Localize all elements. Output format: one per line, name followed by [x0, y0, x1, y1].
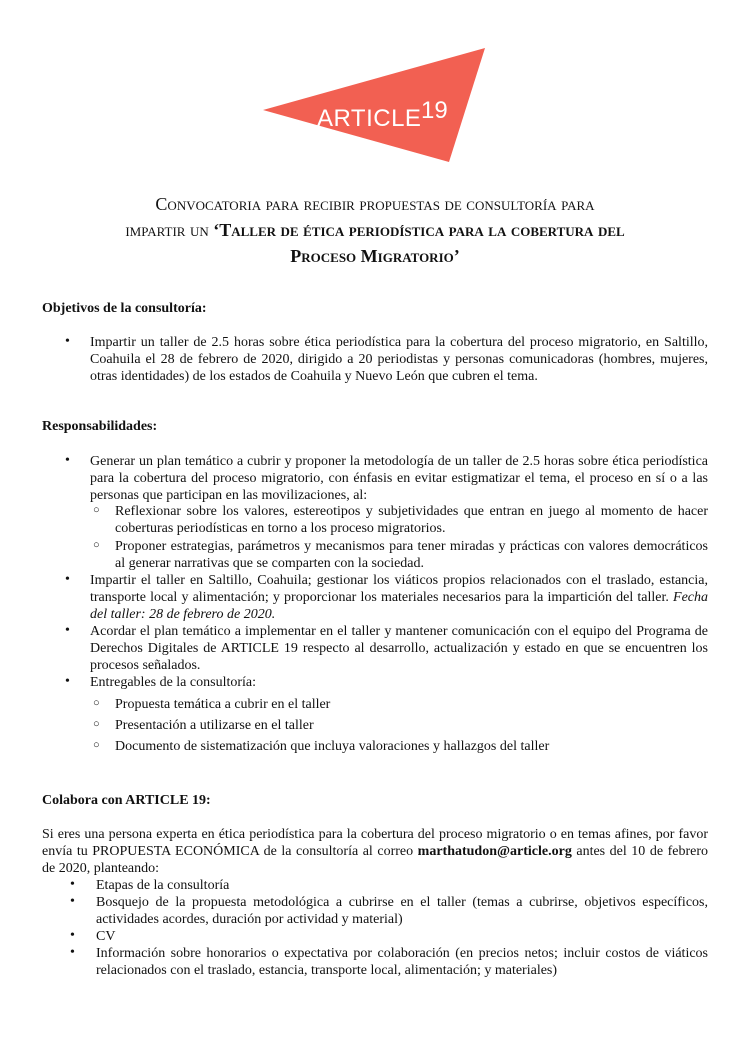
colabora-item-1: Etapas de la consultoría: [96, 878, 230, 893]
responsabilidades-heading: Responsabilidades:: [42, 419, 158, 434]
circle-bullet: ○: [93, 718, 100, 730]
circle-bullet: ○: [93, 697, 100, 709]
circle-bullet: ○: [93, 539, 100, 551]
colabora-intro: Si eres una persona experta en ética periodística para la cobertura del proceso migratorio o en temas afines, por favor envía tu PROPUESTA ECONÓMICA de la consultoría al correo marthatudon@article.org antes del 10 de febrero de 2020, planteando:: [42, 827, 708, 876]
responsabilidades-item-1: Generar un plan temático a cubrir y proponer la metodología de un taller de 2.5 horas sobre ética periodística para la cobertura del proceso migratorio, con énfasis en evitar estigmatizar el tema, el proceso en sí o a las personas que participan en las movilizaciones, al:: [90, 454, 708, 503]
responsabilidades-item-1-sub-1: Reflexionar sobre los valores, estereotipos y subjetividades que entran en juego al momento de hacer coberturas periodísticas en torno a los proceso migratorios.: [115, 504, 708, 536]
responsabilidades-item-1-sub-2: Proponer estrategias, parámetros y mecanismos para tener miradas y prácticas con valores democráticos al generar narrativas que se comparten con la sociedad.: [115, 539, 708, 571]
title-line-3: Proceso Migratorio’: [290, 246, 460, 266]
colabora-item-3: CV: [96, 929, 116, 944]
entregable-1: Propuesta temática a cubrir en el taller: [115, 697, 331, 712]
email-link[interactable]: marthatudon@article.org: [417, 844, 572, 859]
responsabilidades-item-4: Entregables de la consultoría:: [90, 675, 256, 690]
bullet-dot: •: [70, 877, 75, 892]
objetivos-heading: Objetivos de la consultoría:: [42, 301, 207, 316]
bullet-dot: •: [70, 928, 75, 943]
objetivos-item-1: Impartir un taller de 2.5 horas sobre ética periodística para la cobertura del proceso migratorio, en Saltillo, Coahuila el 28 de febrero de 2020, dirigido a 20 periodistas y personas comunicadoras (hombres, mujeres, otras identidades) de los estados de Coahuila y Nuevo León que cubren el tema.: [90, 335, 708, 384]
logo-number: 19: [421, 97, 448, 124]
title-line-2: impartir un ‘Taller de ética periodística para la cobertura del: [125, 220, 625, 240]
colabora-item-4: Información sobre honorarios o expectativa por colaboración (en precios netos; incluir costos de viáticos relacionados con el traslado, estancia, transporte local, alimentación; y materiales): [96, 946, 708, 978]
colabora-heading: Colabora con ARTICLE 19:: [42, 793, 211, 808]
colabora-item-2: Bosquejo de la propuesta metodológica a cubrirse en el taller (temas a cubrirse, objetivos específicos, actividades acordes, duración por actividad y material): [96, 895, 708, 927]
circle-bullet: ○: [93, 504, 100, 516]
bullet-dot: •: [65, 572, 70, 587]
bullet-dot: •: [65, 674, 70, 689]
responsabilidades-item-2: Impartir el taller en Saltillo, Coahuila; gestionar los viáticos propios relacionados con el traslado, estancia, transporte local y alimentación; y proporcionar los materiales necesarios para la impartición del taller. Fecha del taller: 28 de febrero de 2020.: [90, 573, 709, 622]
bullet-dot: •: [65, 334, 70, 349]
bullet-dot: •: [70, 945, 75, 960]
responsabilidades-item-3: Acordar el plan temático a implementar en el taller y mantener comunicación con el equipo del Programa de Derechos Digitales de ARTICLE 19 respecto al desarrollo, actualización y estado en que se encuentren los procesos señalados.: [90, 624, 708, 673]
fecha-taller: Fecha del taller: 28 de febrero de 2020.: [90, 590, 709, 622]
bullet-dot: •: [70, 894, 75, 909]
article19-logo: [263, 48, 485, 162]
bullet-dot: •: [65, 453, 70, 468]
title-line-1: Convocatoria para recibir propuestas de consultoría para: [155, 194, 595, 214]
bullet-dot: •: [65, 623, 70, 638]
page-title: [20, 191, 730, 269]
entregable-3: Documento de sistematización que incluya valoraciones y hallazgos del taller: [115, 739, 550, 754]
entregable-2: Presentación a utilizarse en el taller: [115, 718, 314, 733]
logo-text: ARTICLE: [317, 105, 422, 132]
circle-bullet: ○: [93, 739, 100, 751]
